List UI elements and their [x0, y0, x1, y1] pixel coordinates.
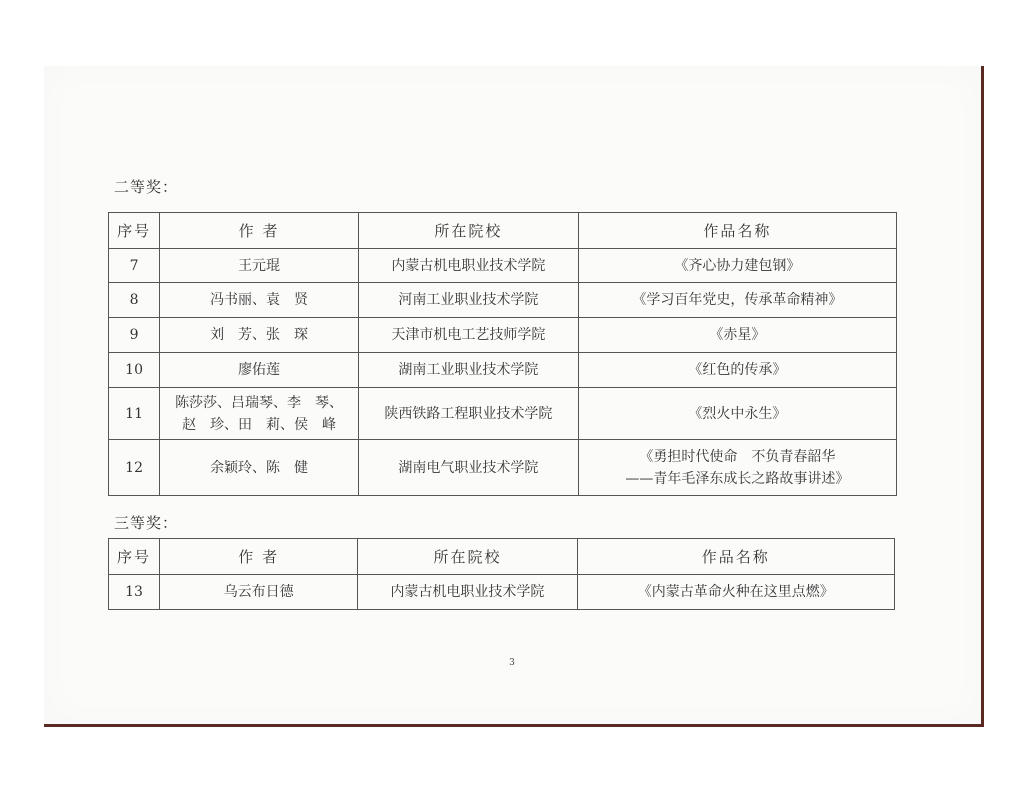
cell-school: 湖南工业职业技术学院: [358, 353, 578, 388]
second-prize-heading: 二等奖：: [114, 178, 179, 196]
table-row: [109, 353, 897, 388]
cell-author-line: 赵 珍、田 莉、侯 峰: [182, 416, 337, 433]
header-work: 作品名称: [578, 213, 896, 249]
cell-work: [577, 575, 894, 610]
cell-author: [160, 440, 359, 496]
header-author: 作 者: [160, 213, 359, 249]
table-row: [109, 249, 897, 283]
third-prize-heading: 三等奖：: [114, 514, 179, 532]
cell-author-line: 冯书丽、袁 贤: [210, 292, 309, 308]
cell-school: 陕西铁路工程职业技术学院: [358, 388, 578, 440]
header-author: 作 者: [160, 539, 358, 575]
cell-work: [578, 353, 896, 388]
cell-author: [160, 353, 359, 388]
cell-school: 内蒙古机电职业技术学院: [358, 575, 577, 610]
header-school: 所在院校: [358, 213, 578, 249]
cell-work-line: 《赤星》: [709, 327, 766, 343]
cell-author: [160, 575, 358, 610]
table-row: [109, 283, 897, 318]
cell-author-line: 余颖玲、陈 健: [210, 459, 309, 476]
table-row: [109, 440, 897, 496]
table-header-row: [109, 213, 897, 249]
cell-index: 12: [109, 440, 160, 496]
cell-author-line: 廖佑莲: [238, 362, 281, 378]
cell-index: 13: [109, 575, 160, 610]
cell-index: 10: [109, 353, 160, 388]
cell-work-line: 《内蒙古革命火种在这里点燃》: [637, 584, 834, 600]
table-row: [109, 388, 897, 440]
cell-index: 9: [109, 318, 160, 353]
cell-school: 天津市机电工艺技师学院: [358, 318, 578, 353]
cell-work-line: ——青年毛泽东成长之路故事讲述》: [625, 470, 850, 487]
cell-index: 8: [109, 283, 160, 318]
cell-author: [160, 388, 359, 440]
cell-author-line: 刘 芳、张 琛: [210, 327, 309, 343]
cell-work: [578, 318, 896, 353]
header-index: 序号: [109, 539, 160, 575]
table-row: [109, 318, 897, 353]
page-number: 3: [509, 658, 515, 668]
cell-work-line: 《齐心协力建包钢》: [674, 257, 801, 274]
cell-work-line: 《勇担时代使命 不负青春韶华: [639, 448, 836, 465]
cell-work-line: 《烈火中永生》: [688, 405, 787, 422]
header-index: 序号: [109, 213, 160, 249]
cell-index: 7: [109, 249, 160, 283]
cell-author-line: 乌云布日德: [223, 584, 294, 600]
header-school: 所在院校: [358, 539, 577, 575]
cell-work: [578, 249, 896, 283]
third-prize-table: [108, 538, 895, 610]
cell-author: [160, 249, 359, 283]
cell-work: [578, 440, 896, 496]
header-work: 作品名称: [577, 539, 894, 575]
cell-author-line: 王元琨: [238, 257, 281, 274]
cell-school: 湖南电气职业技术学院: [358, 440, 578, 496]
second-prize-table: [108, 212, 897, 496]
cell-school: 河南工业职业技术学院: [358, 283, 578, 318]
cell-author: [160, 318, 359, 353]
cell-work: [578, 388, 896, 440]
cell-work-line: 《学习百年党史，传承革命精神》: [632, 292, 843, 308]
cell-index: 11: [109, 388, 160, 440]
cell-work: [578, 283, 896, 318]
cell-school: 内蒙古机电职业技术学院: [358, 249, 578, 283]
cell-work-line: 《红色的传承》: [688, 362, 787, 378]
table-header-row: [109, 539, 895, 575]
cell-author: [160, 283, 359, 318]
cell-author-line: 陈莎莎、吕瑞琴、李 琴、: [175, 394, 344, 411]
table-row: [109, 575, 895, 610]
